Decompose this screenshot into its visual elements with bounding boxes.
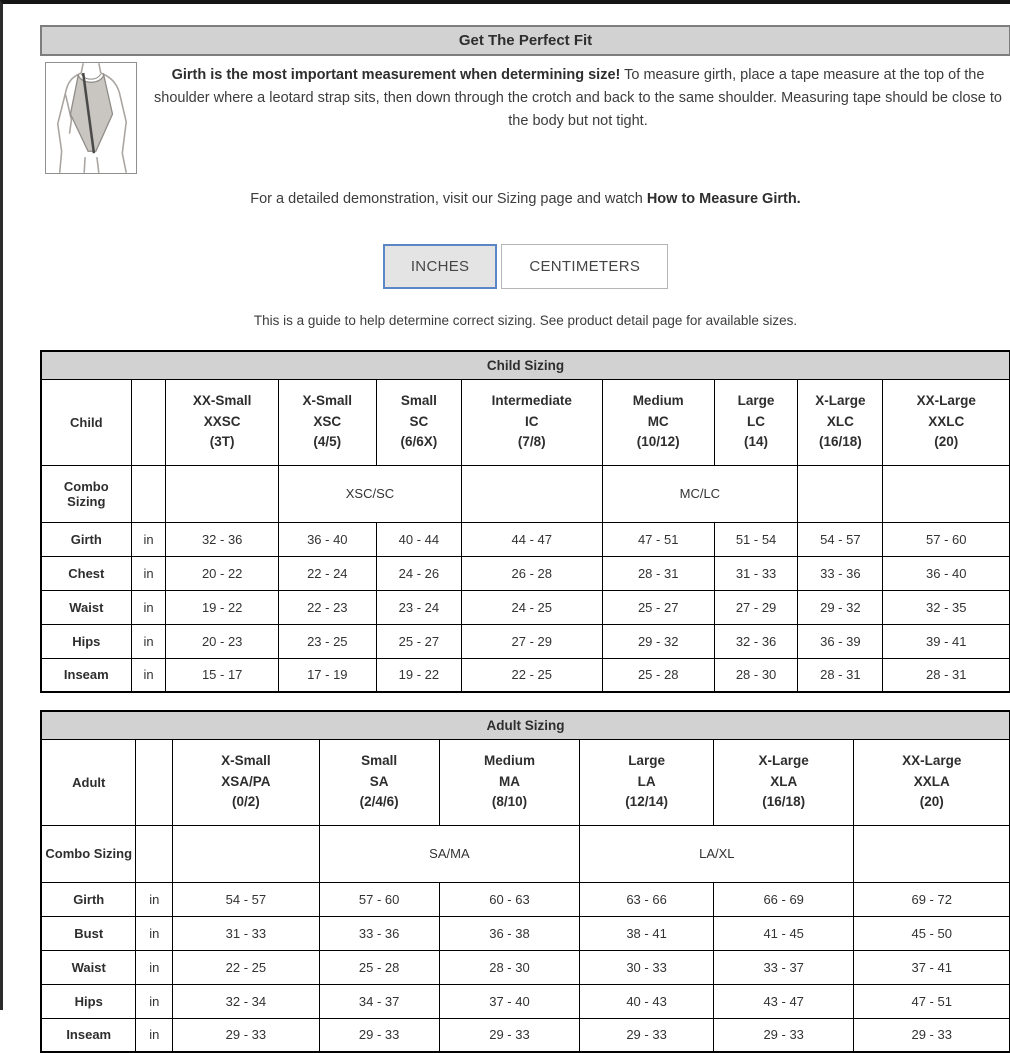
size-header-line: XXLA bbox=[913, 773, 950, 789]
measurement-row bbox=[41, 624, 1010, 658]
measurement-value-cell: 29 - 32 bbox=[602, 624, 714, 658]
size-header-line: XLC bbox=[826, 413, 854, 429]
size-header-line: (14) bbox=[744, 434, 769, 450]
measurement-value-cell: 32 - 34 bbox=[173, 984, 319, 1018]
unit-toggle bbox=[40, 244, 1010, 289]
measurement-row bbox=[41, 950, 1010, 984]
unit-cell: in bbox=[131, 590, 166, 624]
unit-cell: in bbox=[131, 624, 166, 658]
measurement-value-cell: 32 - 36 bbox=[166, 522, 278, 556]
measurement-value-cell: 29 - 33 bbox=[713, 1018, 854, 1052]
size-column-header bbox=[278, 379, 376, 465]
row-header-label: Adult bbox=[41, 739, 136, 825]
measurement-value-cell: 17 - 19 bbox=[278, 658, 376, 692]
size-header-line: Medium bbox=[632, 392, 684, 408]
measurement-value-cell: 29 - 33 bbox=[580, 1018, 714, 1052]
measurement-value-cell: 22 - 23 bbox=[278, 590, 376, 624]
measurement-value-cell: 57 - 60 bbox=[319, 882, 439, 916]
combo-cell bbox=[798, 465, 883, 522]
centimeters-button[interactable]: CENTIMETERS bbox=[501, 244, 668, 289]
measurement-value-cell: 33 - 36 bbox=[798, 556, 883, 590]
girth-instructions bbox=[137, 62, 1010, 134]
size-column-header bbox=[883, 379, 1010, 465]
size-header-line: (0/2) bbox=[232, 794, 260, 810]
size-header-line: (16/18) bbox=[818, 434, 862, 450]
measurement-value-cell: 36 - 38 bbox=[439, 916, 580, 950]
measurement-value-cell: 29 - 33 bbox=[854, 1018, 1010, 1052]
measurement-value-cell: 43 - 47 bbox=[713, 984, 854, 1018]
unit-column-header bbox=[136, 739, 173, 825]
unit-cell: in bbox=[136, 1018, 173, 1052]
table-title-row bbox=[41, 711, 1010, 739]
measurement-label: Waist bbox=[41, 590, 131, 624]
combo-cell bbox=[173, 825, 319, 882]
combo-unit-cell bbox=[131, 465, 166, 522]
size-header-line: (20) bbox=[919, 794, 944, 810]
size-header-line: X-Small bbox=[302, 392, 353, 408]
measurement-value-cell: 36 - 39 bbox=[798, 624, 883, 658]
measurement-value-cell: 23 - 24 bbox=[376, 590, 461, 624]
size-column-header bbox=[713, 739, 854, 825]
measurement-value-cell: 40 - 43 bbox=[580, 984, 714, 1018]
measurement-value-cell: 19 - 22 bbox=[166, 590, 278, 624]
size-header-line: (7/8) bbox=[517, 434, 546, 450]
measurement-value-cell: 24 - 25 bbox=[462, 590, 603, 624]
measurement-value-cell: 31 - 33 bbox=[714, 556, 797, 590]
combo-cell: LA/XL bbox=[580, 825, 854, 882]
size-column-header bbox=[439, 739, 580, 825]
measurement-value-cell: 26 - 28 bbox=[462, 556, 603, 590]
page-title-text: Get The Perfect Fit bbox=[458, 32, 593, 49]
combo-cell: XSC/SC bbox=[278, 465, 461, 522]
measurement-value-cell: 19 - 22 bbox=[376, 658, 461, 692]
measurement-value-cell: 28 - 31 bbox=[883, 658, 1010, 692]
measurement-value-cell: 25 - 28 bbox=[602, 658, 714, 692]
measurement-value-cell: 36 - 40 bbox=[883, 556, 1010, 590]
measurement-value-cell: 23 - 25 bbox=[278, 624, 376, 658]
measurement-value-cell: 63 - 66 bbox=[580, 882, 714, 916]
unit-cell: in bbox=[136, 882, 173, 916]
combo-sizing-row bbox=[41, 825, 1010, 882]
size-header-line: Large bbox=[628, 752, 665, 768]
girth-instructions-text: To measure girth, place a tape measure at the top of the shoulder where a leotard strap sits, then down through the crotch and back to the same shoulder. Measuring tape should be close to the body but not tight. bbox=[154, 67, 1002, 130]
size-header-line: (4/5) bbox=[313, 434, 342, 450]
combo-cell bbox=[166, 465, 278, 522]
size-header-row bbox=[41, 379, 1010, 465]
measurement-row bbox=[41, 1018, 1010, 1052]
girth-instructions-bold: Girth is the most important measurement when determining size! bbox=[171, 67, 621, 83]
unit-cell: in bbox=[131, 658, 166, 692]
size-header-line: (3T) bbox=[209, 434, 235, 450]
table-title-row bbox=[41, 351, 1010, 379]
inches-button[interactable]: INCHES bbox=[383, 244, 497, 289]
measurement-value-cell: 22 - 24 bbox=[278, 556, 376, 590]
measurement-label: Girth bbox=[41, 522, 131, 556]
unit-cell: in bbox=[136, 916, 173, 950]
size-header-line: XXSC bbox=[203, 413, 241, 429]
size-column-header bbox=[854, 739, 1010, 825]
page-title bbox=[40, 25, 1010, 56]
measurement-value-cell: 54 - 57 bbox=[798, 522, 883, 556]
combo-sizing-row bbox=[41, 465, 1010, 522]
measurement-value-cell: 29 - 33 bbox=[173, 1018, 319, 1052]
measurement-value-cell: 25 - 27 bbox=[602, 590, 714, 624]
size-header-line: X-Small bbox=[221, 752, 271, 768]
measurement-label: Chest bbox=[41, 556, 131, 590]
measurement-value-cell: 57 - 60 bbox=[883, 522, 1010, 556]
size-header-line: (8/10) bbox=[491, 794, 528, 810]
size-header-line: Medium bbox=[483, 752, 535, 768]
measurement-value-cell: 44 - 47 bbox=[462, 522, 603, 556]
size-header-line: LC bbox=[747, 413, 766, 429]
measurement-row bbox=[41, 590, 1010, 624]
measurement-value-cell: 47 - 51 bbox=[854, 984, 1010, 1018]
size-header-line: SC bbox=[409, 413, 429, 429]
unit-cell: in bbox=[131, 556, 166, 590]
girth-measurement-figure-image bbox=[45, 62, 137, 174]
measurement-label: Bust bbox=[41, 916, 136, 950]
size-header-line: (16/18) bbox=[762, 794, 806, 810]
size-header-line: Small bbox=[400, 392, 437, 408]
child-sizing-table bbox=[40, 350, 1010, 693]
size-header-line: SA bbox=[369, 773, 389, 789]
size-header-row bbox=[41, 739, 1010, 825]
size-column-header bbox=[798, 379, 883, 465]
measurement-row bbox=[41, 658, 1010, 692]
size-header-line: LA bbox=[637, 773, 656, 789]
measurement-value-cell: 29 - 33 bbox=[319, 1018, 439, 1052]
measurement-label: Inseam bbox=[41, 1018, 136, 1052]
combo-cell: MC/LC bbox=[602, 465, 798, 522]
size-column-header bbox=[714, 379, 797, 465]
measurement-row bbox=[41, 984, 1010, 1018]
measurement-value-cell: 20 - 22 bbox=[166, 556, 278, 590]
combo-cell bbox=[854, 825, 1010, 882]
size-header-line: Large bbox=[737, 392, 775, 408]
combo-cell bbox=[462, 465, 603, 522]
size-header-line: XX-Large bbox=[916, 392, 976, 408]
adult-sizing-table bbox=[40, 710, 1010, 1053]
measurement-value-cell: 40 - 44 bbox=[376, 522, 461, 556]
measurement-value-cell: 25 - 27 bbox=[376, 624, 461, 658]
size-header-line: (10/12) bbox=[636, 434, 680, 450]
measurement-label: Hips bbox=[41, 984, 136, 1018]
measurement-value-cell: 51 - 54 bbox=[714, 522, 797, 556]
measurement-row bbox=[41, 882, 1010, 916]
measurement-value-cell: 28 - 30 bbox=[439, 950, 580, 984]
combo-unit-cell bbox=[136, 825, 173, 882]
size-header-line: IC bbox=[525, 413, 539, 429]
table-title: Child Sizing bbox=[41, 351, 1010, 379]
size-header-line: XLA bbox=[770, 773, 798, 789]
measurement-value-cell: 29 - 32 bbox=[798, 590, 883, 624]
measurement-value-cell: 33 - 37 bbox=[713, 950, 854, 984]
measurement-value-cell: 39 - 41 bbox=[883, 624, 1010, 658]
combo-cell bbox=[883, 465, 1010, 522]
combo-cell: SA/MA bbox=[319, 825, 580, 882]
size-header-line: (6/6X) bbox=[400, 434, 438, 450]
measurement-value-cell: 37 - 41 bbox=[854, 950, 1010, 984]
unit-cell: in bbox=[136, 950, 173, 984]
measurement-value-cell: 54 - 57 bbox=[173, 882, 319, 916]
size-header-line: (20) bbox=[934, 434, 959, 450]
sizing-guide-note: This is a guide to help determine correct sizing. See product detail page for available sizes. bbox=[253, 313, 798, 328]
page-content bbox=[40, 25, 1010, 1053]
measurement-value-cell: 45 - 50 bbox=[854, 916, 1010, 950]
size-column-header bbox=[462, 379, 603, 465]
measurement-value-cell: 28 - 31 bbox=[798, 658, 883, 692]
size-header-line: XSC bbox=[313, 413, 342, 429]
measurement-value-cell: 25 - 28 bbox=[319, 950, 439, 984]
demo-text: For a detailed demonstration, visit our Sizing page and watch bbox=[250, 191, 647, 207]
measurement-value-cell: 20 - 23 bbox=[166, 624, 278, 658]
size-column-header bbox=[319, 739, 439, 825]
size-column-header bbox=[376, 379, 461, 465]
size-header-line: XXLC bbox=[928, 413, 965, 429]
measurement-row bbox=[41, 522, 1010, 556]
size-header-line: MC bbox=[647, 413, 669, 429]
measurement-value-cell: 37 - 40 bbox=[439, 984, 580, 1018]
measurement-value-cell: 32 - 35 bbox=[883, 590, 1010, 624]
table-title: Adult Sizing bbox=[41, 711, 1010, 739]
size-column-header bbox=[166, 379, 278, 465]
measurement-value-cell: 41 - 45 bbox=[713, 916, 854, 950]
size-header-line: (12/14) bbox=[625, 794, 668, 810]
measurement-value-cell: 33 - 36 bbox=[319, 916, 439, 950]
measurement-value-cell: 38 - 41 bbox=[580, 916, 714, 950]
size-header-line: XX-Large bbox=[902, 752, 962, 768]
size-header-line: Intermediate bbox=[491, 392, 572, 408]
measurement-value-cell: 27 - 29 bbox=[714, 590, 797, 624]
measurement-value-cell: 22 - 25 bbox=[462, 658, 603, 692]
size-header-line: XX-Small bbox=[192, 392, 252, 408]
measurement-value-cell: 24 - 26 bbox=[376, 556, 461, 590]
measurement-value-cell: 30 - 33 bbox=[580, 950, 714, 984]
size-column-header bbox=[602, 379, 714, 465]
measurement-value-cell: 34 - 37 bbox=[319, 984, 439, 1018]
measurement-row bbox=[41, 916, 1010, 950]
size-header-line: Small bbox=[361, 752, 398, 768]
measurement-value-cell: 28 - 31 bbox=[602, 556, 714, 590]
measurement-value-cell: 15 - 17 bbox=[166, 658, 278, 692]
measurement-value-cell: 27 - 29 bbox=[462, 624, 603, 658]
intro-section bbox=[40, 62, 1010, 174]
size-header-line: XSA/PA bbox=[221, 773, 271, 789]
measurement-label: Hips bbox=[41, 624, 131, 658]
combo-row-label: Combo Sizing bbox=[41, 465, 131, 522]
leotard-figure-icon bbox=[46, 63, 136, 173]
measurement-label: Girth bbox=[41, 882, 136, 916]
measurement-value-cell: 32 - 36 bbox=[714, 624, 797, 658]
measurement-value-cell: 22 - 25 bbox=[173, 950, 319, 984]
measurement-value-cell: 28 - 30 bbox=[714, 658, 797, 692]
unit-column-header bbox=[131, 379, 166, 465]
combo-row-label: Combo Sizing bbox=[41, 825, 136, 882]
size-column-header bbox=[173, 739, 319, 825]
measurement-row bbox=[41, 556, 1010, 590]
measurement-value-cell: 36 - 40 bbox=[278, 522, 376, 556]
size-header-line: MA bbox=[498, 773, 520, 789]
demo-line bbox=[40, 191, 1010, 207]
unit-cell: in bbox=[131, 522, 166, 556]
unit-cell: in bbox=[136, 984, 173, 1018]
measurement-value-cell: 47 - 51 bbox=[602, 522, 714, 556]
measurement-value-cell: 29 - 33 bbox=[439, 1018, 580, 1052]
measurement-value-cell: 69 - 72 bbox=[854, 882, 1010, 916]
measurement-label: Inseam bbox=[41, 658, 131, 692]
size-header-line: X-Large bbox=[815, 392, 866, 408]
demo-bold: How to Measure Girth. bbox=[646, 191, 801, 207]
size-column-header bbox=[580, 739, 714, 825]
measurement-value-cell: 66 - 69 bbox=[713, 882, 854, 916]
measurement-value-cell: 60 - 63 bbox=[439, 882, 580, 916]
measurement-value-cell: 31 - 33 bbox=[173, 916, 319, 950]
size-header-line: X-Large bbox=[758, 752, 809, 768]
row-header-label: Child bbox=[41, 379, 131, 465]
size-header-line: (2/4/6) bbox=[359, 794, 399, 810]
measurement-label: Waist bbox=[41, 950, 136, 984]
